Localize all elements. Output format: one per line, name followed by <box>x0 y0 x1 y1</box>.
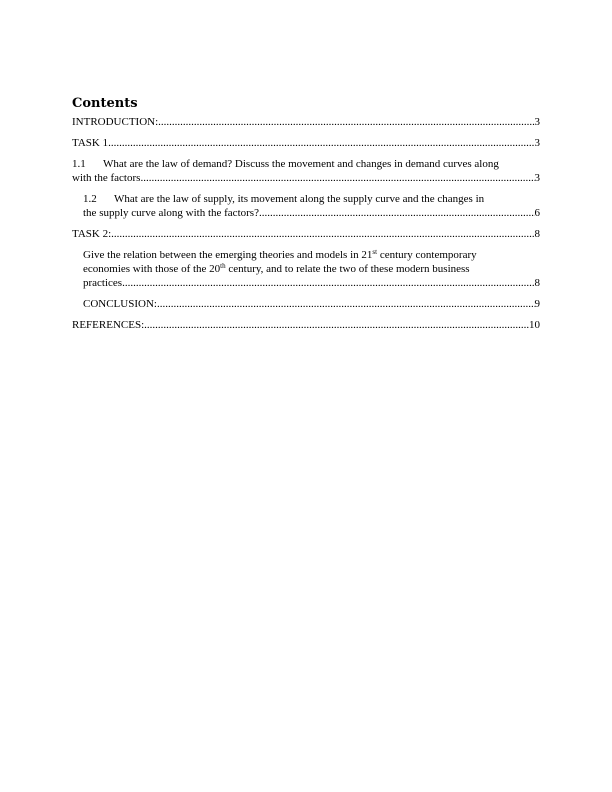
dot-leader <box>158 115 534 129</box>
table-of-contents <box>72 96 540 339</box>
toc-entry-number: 1.2 <box>83 193 97 205</box>
toc-entry-conclusion[interactable] <box>72 297 540 311</box>
toc-heading: Contents <box>72 96 138 111</box>
toc-page-number: 6 <box>534 207 540 219</box>
dot-leader <box>108 136 534 150</box>
toc-entry-title-line-2: with the factors <box>72 172 141 184</box>
dot-leader <box>140 171 534 185</box>
toc-entry-title: CONCLUSION: <box>83 298 157 310</box>
toc-entry-title-line-1: What are the law of demand? Discuss the movement and changes in demand curves along <box>103 158 499 170</box>
toc-page-number: 10 <box>529 319 540 331</box>
toc-page-number: 3 <box>534 116 540 128</box>
toc-entry-introduction[interactable] <box>72 115 540 129</box>
toc-entry-title-line-3: practices <box>83 277 123 289</box>
toc-entry-1-2[interactable] <box>72 192 540 220</box>
dot-leader <box>122 276 534 290</box>
toc-entry-task-1[interactable] <box>72 136 540 150</box>
toc-entry-references[interactable] <box>72 318 540 332</box>
toc-entry-title-line-2: the supply curve along with the factors? <box>83 207 259 219</box>
toc-entry-1-1[interactable] <box>72 157 540 185</box>
toc-entry-title-line-1: What are the law of supply, its movement along the supply curve and the changes in <box>114 193 485 205</box>
toc-entry-relation[interactable] <box>72 248 540 290</box>
dot-leader <box>157 297 535 311</box>
toc-page-number: 9 <box>534 298 540 310</box>
toc-entry-task-2[interactable] <box>72 227 540 241</box>
toc-entry-title-line-2-cont: century, and to relate the two of these modern business <box>225 263 470 275</box>
toc-page-number: 3 <box>534 172 540 184</box>
dot-leader <box>144 318 529 332</box>
toc-page-number: 8 <box>534 277 540 289</box>
dot-leader <box>259 206 535 220</box>
toc-entry-title: REFERENCES: <box>72 319 145 331</box>
toc-entry-title-line-1: Give the relation between the emerging theories and models in 21 <box>83 249 373 261</box>
toc-page-number: 8 <box>534 228 540 240</box>
ordinal-superscript: st <box>372 248 378 256</box>
toc-entry-title-line-1-cont: century contemporary <box>377 249 477 261</box>
toc-entry-number: 1.1 <box>72 158 86 170</box>
toc-entry-title: INTRODUCTION: <box>72 116 159 128</box>
dot-leader <box>111 227 534 241</box>
toc-entry-title: TASK 2: <box>72 228 112 240</box>
toc-entry-title: TASK 1 <box>72 137 109 149</box>
toc-page-number: 3 <box>534 137 540 149</box>
ordinal-superscript: th <box>220 262 226 270</box>
toc-entry-title-line-2: economies with those of the 20 <box>83 263 221 275</box>
